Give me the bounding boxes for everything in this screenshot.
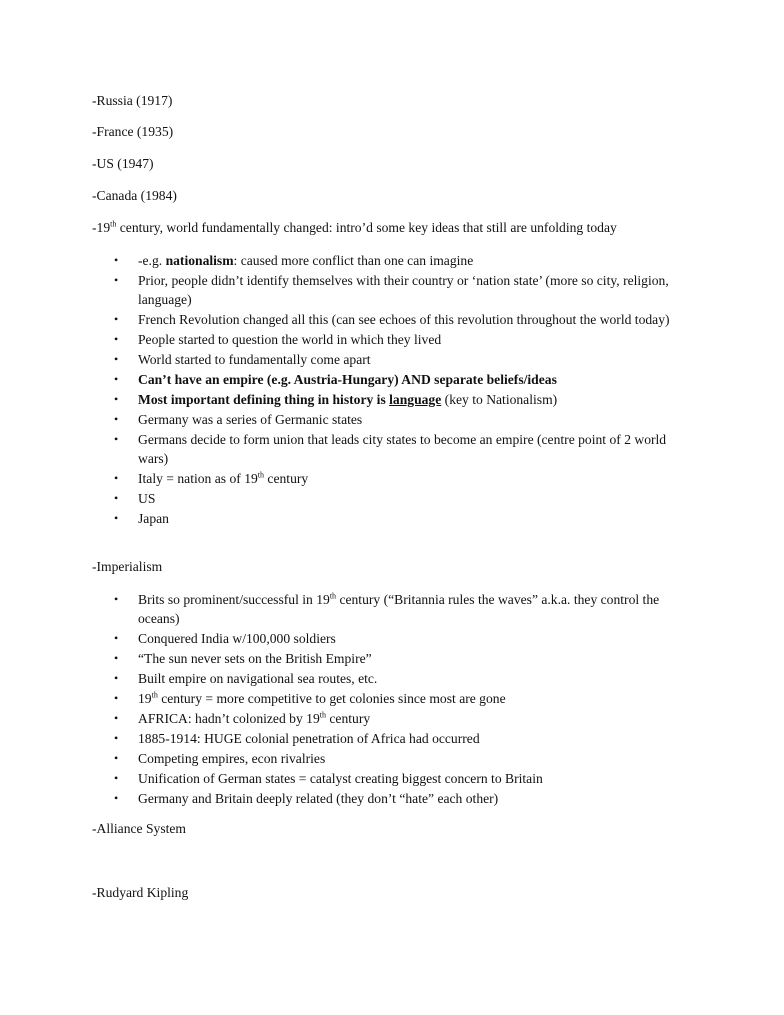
bullet-icon: • xyxy=(114,511,119,525)
item-text: Built empire on navigational sea routes, etc. xyxy=(138,671,378,686)
list-item xyxy=(92,590,698,628)
heading-us: -US (1947) xyxy=(92,156,154,171)
item-text: century = more competitive to get colonies since most are gone xyxy=(157,691,506,706)
heading-rudyard-kipling: -Rudyard Kipling xyxy=(92,885,189,900)
bullet-icon: • xyxy=(114,471,119,485)
bullet-icon: • xyxy=(114,651,119,665)
heading-19th-century xyxy=(92,219,617,237)
item-text: AFRICA: hadn’t colonized by 19 xyxy=(138,711,320,726)
bullet-icon: • xyxy=(114,412,119,426)
item-superscript: th xyxy=(319,710,326,720)
list-item xyxy=(92,489,698,508)
item-underlined-text: language xyxy=(389,392,442,407)
list-item xyxy=(92,649,698,668)
heading-alliance-system: -Alliance System xyxy=(92,821,187,836)
list-item xyxy=(92,669,698,688)
item-text: Prior, people didn’t identify themselves with their country or ‘nation state’ (more so city, religion, language) xyxy=(138,273,669,307)
bullet-icon: • xyxy=(114,791,119,805)
item-text: 19 xyxy=(138,691,152,706)
list-item xyxy=(92,350,698,369)
bullet-icon: • xyxy=(114,691,119,705)
bullet-icon: • xyxy=(114,372,119,386)
nationalism-list xyxy=(92,251,698,529)
item-text: Competing empires, econ rivalries xyxy=(138,751,326,766)
heading-19th-post: century, world fundamentally changed: intro’d some key ideas that still are unfolding today xyxy=(116,220,617,235)
item-text: Germany was a series of Germanic states xyxy=(138,412,363,427)
list-item xyxy=(92,310,698,329)
heading-canada: -Canada (1984) xyxy=(92,188,177,203)
item-text: : caused more conflict than one can imagine xyxy=(233,253,474,268)
item-text: -e.g. xyxy=(138,253,166,268)
item-superscript: th xyxy=(151,690,158,700)
bullet-icon: • xyxy=(114,392,119,406)
bullet-icon: • xyxy=(114,592,119,606)
bullet-icon: • xyxy=(114,432,119,446)
heading-19th-sup: th xyxy=(110,219,117,229)
item-text: 1885-1914: HUGE colonial penetration of Africa had occurred xyxy=(138,731,480,746)
bullet-icon: • xyxy=(114,332,119,346)
bullet-icon: • xyxy=(114,352,119,366)
bullet-icon: • xyxy=(114,312,119,326)
item-bold-text: Most important defining thing in history is xyxy=(138,392,390,407)
imperialism-list xyxy=(92,590,698,809)
item-text: Conquered India w/100,000 soldiers xyxy=(138,631,336,646)
item-text: People started to question the world in which they lived xyxy=(138,332,442,347)
list-item xyxy=(92,271,698,309)
item-superscript: th xyxy=(257,470,265,480)
list-item xyxy=(92,629,698,648)
item-text: Germany and Britain deeply related (they don’t “hate” each other) xyxy=(138,791,499,806)
list-item xyxy=(92,769,698,788)
list-item xyxy=(92,689,698,708)
list-item xyxy=(92,729,698,748)
list-item xyxy=(92,370,698,389)
item-bold-text: nationalism xyxy=(165,253,234,268)
bullet-icon: • xyxy=(114,671,119,685)
item-text: French Revolution changed all this (can see echoes of this revolution throughout the world today) xyxy=(138,312,670,327)
bullet-icon: • xyxy=(114,273,119,287)
item-text: World started to fundamentally come apart xyxy=(138,352,371,367)
list-item xyxy=(92,410,698,429)
list-item xyxy=(92,390,698,409)
item-bold-text: Can’t have an empire (e.g. Austria-Hungary) AND separate beliefs/ideas xyxy=(138,372,557,387)
bullet-icon: • xyxy=(114,491,119,505)
bullet-icon: • xyxy=(114,751,119,765)
bullet-icon: • xyxy=(114,711,119,725)
bullet-icon: • xyxy=(114,253,119,267)
list-item xyxy=(92,330,698,349)
heading-19th-pre: -19 xyxy=(92,220,111,235)
bullet-icon: • xyxy=(114,631,119,645)
heading-imperialism: -Imperialism xyxy=(92,559,163,574)
heading-france: -France (1935) xyxy=(92,124,174,139)
item-text: Brits so prominent/successful in 19 xyxy=(138,592,330,607)
list-item xyxy=(92,430,698,468)
item-text: Japan xyxy=(138,511,169,526)
heading-russia: -Russia (1917) xyxy=(92,93,173,108)
bullet-icon: • xyxy=(114,731,119,745)
list-item xyxy=(92,789,698,808)
item-text: Unification of German states = catalyst creating biggest concern to Britain xyxy=(138,771,543,786)
item-superscript: th xyxy=(329,591,337,601)
item-text: Germans decide to form union that leads city states to become an empire (centre point of 2 world wars) xyxy=(138,432,667,466)
bullet-icon: • xyxy=(114,771,119,785)
item-text: century xyxy=(264,471,309,486)
item-text: US xyxy=(138,491,156,506)
list-item xyxy=(92,509,698,528)
list-item xyxy=(92,251,698,270)
item-text: “The sun never sets on the British Empire” xyxy=(138,651,372,666)
item-text: century xyxy=(325,711,371,726)
list-item xyxy=(92,469,698,488)
list-item xyxy=(92,709,698,728)
item-text: century (“Britannia rules the waves” a.k.a. they control the oceans) xyxy=(138,592,660,626)
item-text: (key to Nationalism) xyxy=(441,392,558,407)
item-text: Italy = nation as of 19 xyxy=(138,471,258,486)
list-item xyxy=(92,749,698,768)
